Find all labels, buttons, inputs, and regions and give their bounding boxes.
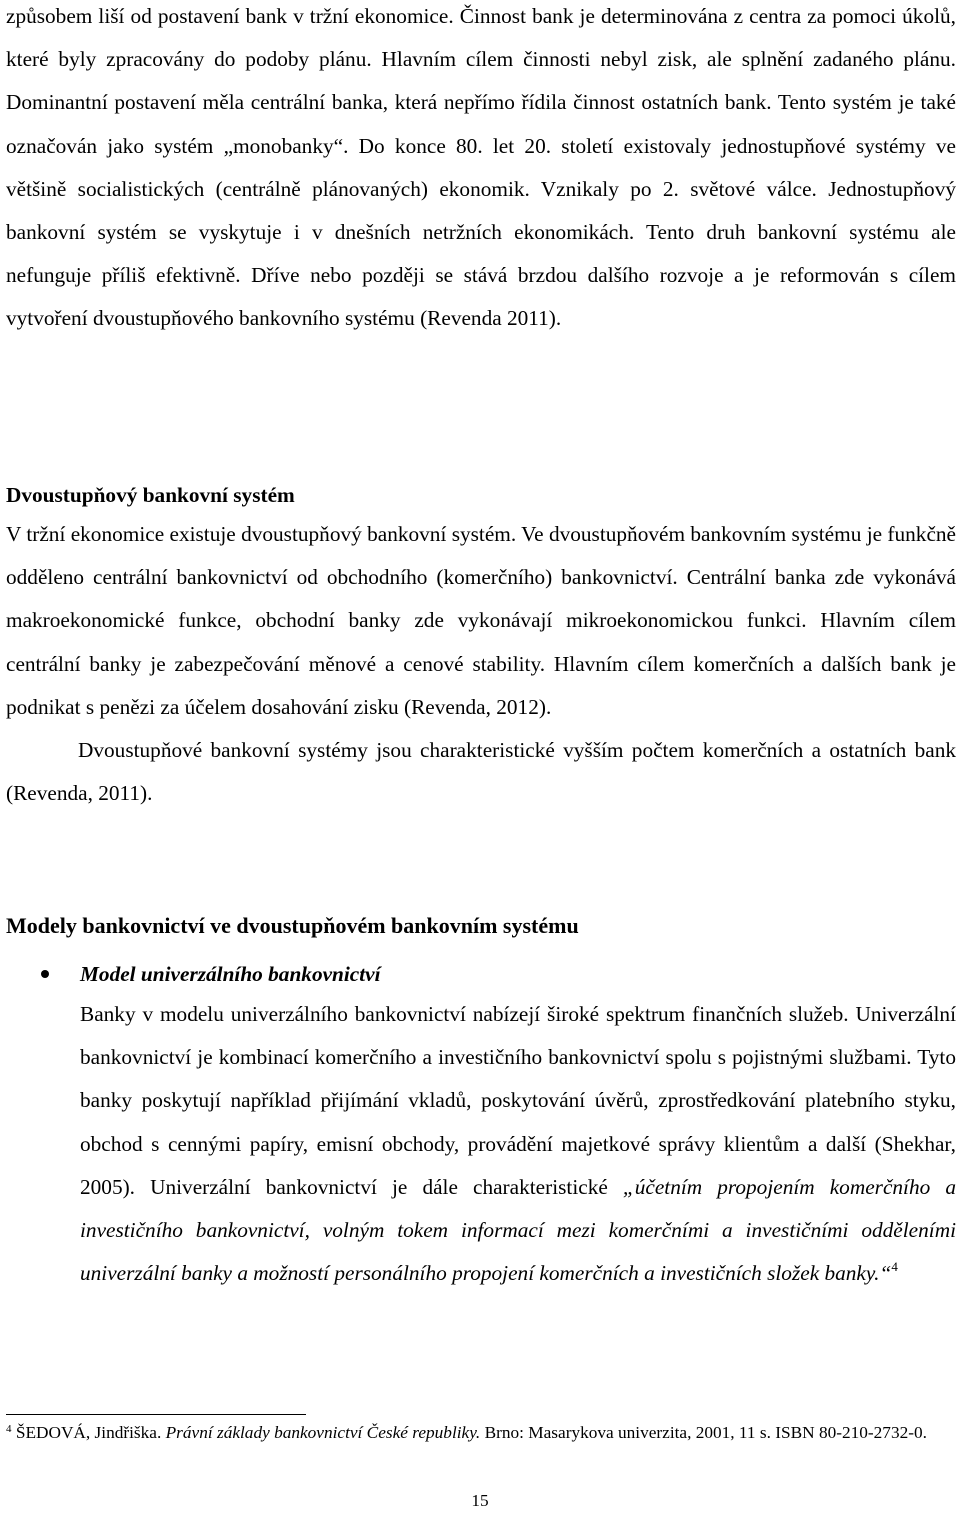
paragraph-two-tier-indented: Dvoustupňové bankovní systémy jsou charakteristické vyšším počtem komerčních a ostatních bank (Revenda, 2011).	[6, 738, 956, 806]
footnote-separator	[6, 1414, 306, 1415]
paragraph-monobank: způsobem liší od postavení bank v tržní ekonomice. Činnost bank je determinována z centra za pomoci úkolů, které byly zpracovány do podoby plánu. Hlavním cílem činnosti nebyl zisk, ale splnění zadaného plánu. Dominantní postavení měla centrální banka, která nepřímo řídila činnost ostatních bank. Tento systém je také označován jako systém „monobanky“. Do konce 80. let 20. století existovaly jednostupňové systémy ve většině socialistických (centrálně plánovaných) ekonomik. Vznikaly po 2. světové válce. Jednostupňový bankovní systém se vyskytuje i v dnešních netržních ekonomikách. Tento druh bankovní systému ale nefunguje příliš efektivně. Dříve nebo později se stává brzdou dalšího rozvoje a je reformován s cílem vytvoření dvoustupňového bankovního systému (Revenda 2011).	[6, 4, 956, 331]
page-number: 15	[471, 1491, 489, 1510]
footnote-ref: 4	[891, 1259, 898, 1275]
universal-body-text: Banky v modelu univerzálního bankovnictví nabízejí široké spektrum finančních služeb. Univerzální bankovnictví je kombinací komerčního a investičního bankovnictví spolu s pojistnými službami. Tyto banky poskytují například přijímání vkladů, poskytování úvěrů, zprostředkování platebního styku, obchod s cennými papíry, emisní obchody, provádění majetkové správy klientům a další (Shekhar, 2005). Univerzální bankovnictví je dále charakteristické	[80, 1002, 956, 1199]
footnote-author: ŠEDOVÁ, Jindřiška.	[15, 1423, 162, 1442]
footnote-rest: Brno: Masarykova univerzita, 2001, 11 s. ISBN 80-210-2732-0.	[484, 1423, 927, 1442]
bullet-title: Model univerzálního bankovnictví	[80, 962, 381, 986]
paragraph-universal-banking	[80, 993, 956, 1295]
heading-banking-models: Modely bankovnictví ve dvoustupňovém bankovním systému	[6, 913, 579, 938]
paragraph-two-tier: V tržní ekonomice existuje dvoustupňový bankovní systém. Ve dvoustupňovém bankovním systému je funkčně odděleno centrální bankovnictví od obchodního (komerčního) bankovnictví. Centrální banka zde vykonává makroekonomické funkce, obchodní banky zde vykonávají mikroekonomickou funkci. Hlavním cílem centrální banky je zabezpečování měnové a cenové stability. Hlavním cílem komerčních a dalších bank je podnikat s penězi za účelem dosahování zisku (Revenda, 2012).	[6, 522, 956, 719]
universal-quote: „účetním propojením komerčního a investičního bankovnictví, volným tokem informací mezi komerčními a investičními odděleními univerzální banky a možností personálního propojení komerčních a investičních složek banky.“	[80, 1174, 956, 1286]
footnote-mark: 4	[6, 1423, 12, 1435]
footnote	[6, 1422, 956, 1444]
heading-two-tier-system: Dvoustupňový bankovní systém	[6, 483, 295, 507]
bullet-dot-icon	[41, 970, 49, 978]
section-two-tier-body	[6, 513, 956, 815]
footnote-title: Právní základy bankovnictví České republiky.	[165, 1423, 481, 1442]
